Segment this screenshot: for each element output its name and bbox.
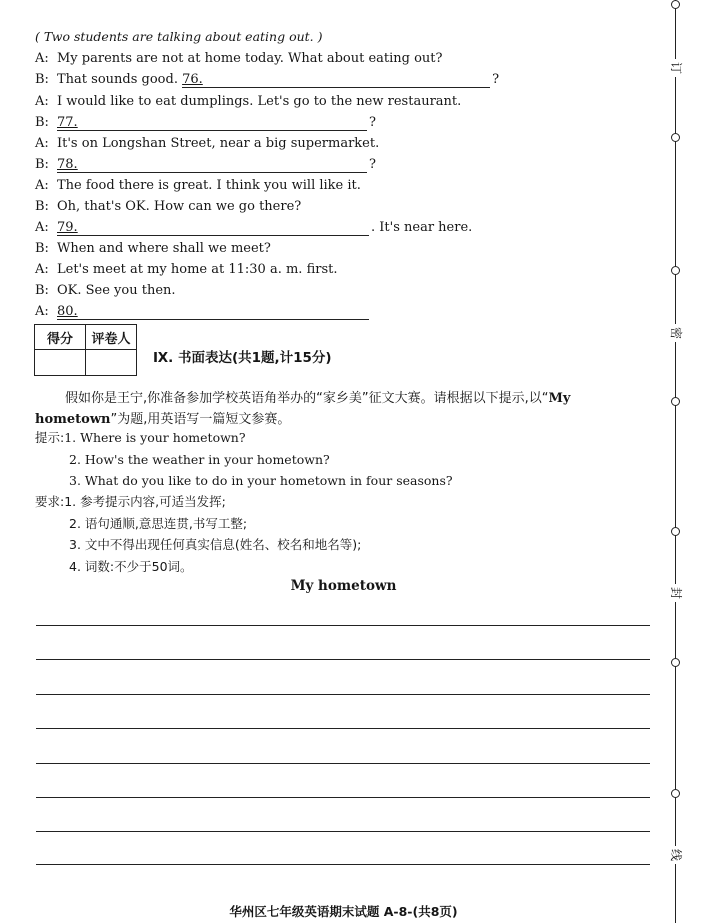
writing-line[interactable] <box>36 763 650 764</box>
binding-circle <box>671 527 680 536</box>
hints-list: 提示:1. Where is your hometown? 2. How's the weather in your hometown? 3. What do you like to do in your hometown in four seasons? <box>35 430 453 488</box>
writing-line[interactable] <box>36 694 650 695</box>
dialogue-line: A: My parents are not at home today. What about eating out? <box>35 51 443 66</box>
hints-label: 提示: <box>35 430 65 445</box>
binding-circle <box>671 658 680 667</box>
page-footer: 华州区七年级英语期末试题 A-8-(共8页) <box>229 904 458 919</box>
dialogue-line: A: 79. . It's near here. <box>35 220 473 235</box>
binding-char: 线 <box>669 846 683 864</box>
requirements-label: 要求: <box>35 494 65 509</box>
dialogue-intro: ( Two students are talking about eating out. ) <box>35 29 323 44</box>
writing-line[interactable] <box>36 625 650 626</box>
dialogue-line: B: Oh, that's OK. How can we go there? <box>35 199 302 214</box>
binding-circle <box>671 397 680 406</box>
answer-blank-79[interactable]: 79. <box>57 220 369 236</box>
dialogue-line: A: I would like to eat dumplings. Let's go to the new restaurant. <box>35 94 462 109</box>
binding-circle <box>671 133 680 142</box>
requirements-list: 要求:1. 参考提示内容,可适当发挥; 2. 语句通顺,意思连贯,书写工整; 3. 文中不得出现任何真实信息(姓名、校名和地名等); 4. 词数:不少于50词。 <box>35 494 362 574</box>
binding-char: 订 <box>669 59 683 77</box>
dialogue-line: B: 78. ? <box>35 157 376 172</box>
dialogue-line: A: The food there is great. I think you will like it. <box>35 178 361 193</box>
writing-line[interactable] <box>36 728 650 729</box>
dialogue-line: A: 80. <box>35 304 371 320</box>
essay-title: My hometown <box>290 578 397 594</box>
answer-blank-78[interactable]: 78. <box>57 157 367 173</box>
score-table <box>34 324 137 376</box>
score-cell[interactable] <box>35 350 86 376</box>
binding-char: 封 <box>669 584 683 602</box>
section-title: Ⅸ. 书面表达(共1题,计15分) <box>153 350 332 366</box>
dialogue-line: B: OK. See you then. <box>35 283 176 298</box>
binding-line <box>664 0 688 923</box>
writing-prompt: 假如你是王宁,你准备参加学校英语角举办的“家乡美”征文大赛。请根据以下提示,以“My hometown”为题,用英语写一篇短文参赛。 <box>35 391 571 427</box>
dialogue-line: B: 77. ? <box>35 115 376 130</box>
writing-line[interactable] <box>36 864 650 865</box>
binding-circle <box>671 789 680 798</box>
grader-cell[interactable] <box>86 350 137 376</box>
binding-circle <box>671 0 680 9</box>
answer-blank-76[interactable]: 76. <box>182 72 490 88</box>
grader-header: 评卷人 <box>86 325 137 350</box>
prompt-essay-title: My hometown <box>35 391 571 427</box>
dialogue-line: B: When and where shall we meet? <box>35 241 271 256</box>
binding-char: 密 <box>669 324 683 342</box>
answer-blank-77[interactable]: 77. <box>57 115 367 131</box>
binding-circle <box>671 266 680 275</box>
writing-line[interactable] <box>36 659 650 660</box>
writing-line[interactable] <box>36 831 650 832</box>
dialogue-line: A: Let's meet at my home at 11:30 a. m. first. <box>35 262 338 277</box>
dialogue-line: A: It's on Longshan Street, near a big supermarket. <box>35 136 380 151</box>
answer-blank-80[interactable]: 80. <box>57 304 369 320</box>
writing-line[interactable] <box>36 797 650 798</box>
dialogue-line: B: That sounds good. 76. ? <box>35 72 500 87</box>
score-header: 得分 <box>35 325 86 350</box>
